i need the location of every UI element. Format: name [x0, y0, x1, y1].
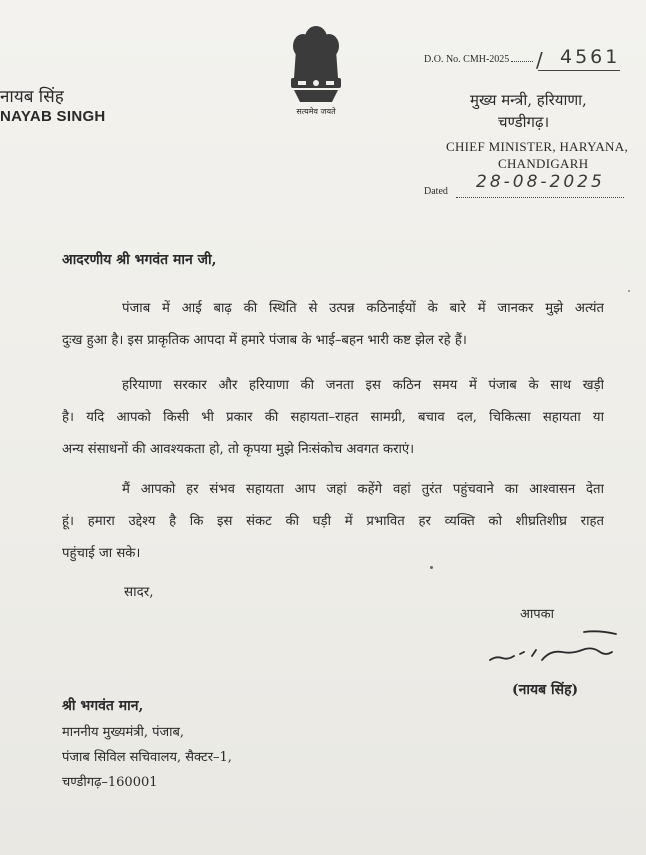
- handwritten-signature-icon: [488, 622, 618, 670]
- sender-name-english: NAYAB SINGH: [0, 108, 106, 125]
- do-number-handwritten: 4561: [560, 46, 621, 68]
- paragraph-line: पंजाब में आई बाढ़ की स्थिति से उत्पन्न कठिनाईयों के बारे में जानकर मुझे अत्यंत: [122, 301, 604, 316]
- paragraph-line: दुःख हुआ है। इस प्राकृतिक आपदा में हमारे पंजाब के भाई–बहन भारी कष्ट झेल रहे हैं।: [62, 333, 467, 348]
- closing-text: सादर,: [124, 584, 154, 600]
- office-city-english: CHANDIGARH: [498, 156, 589, 171]
- sender-name-hindi: नायब सिंह: [0, 87, 64, 107]
- paragraph-line: है। यदि आपको किसी भी प्रकार की सहायता–राहत सामग्री, बचाव दल, चिकित्सा सहायता या: [62, 410, 604, 425]
- paragraph-line: हूं। हमारा उद्देश्य है कि इस संकट की घड़ी में प्रभावित हर व्यक्ति को शीघ्रतिशीघ्र राहत: [62, 514, 604, 529]
- paragraph-1: [62, 293, 604, 357]
- yours-text: आपका: [520, 607, 555, 622]
- paper-speck: [430, 566, 433, 569]
- do-label-text: D.O. No. CMH-2025: [424, 54, 510, 65]
- paragraph-2: [62, 370, 604, 466]
- paragraph-line: पहुंचाई जा सके।: [62, 546, 141, 561]
- paragraph-line: मैं आपको हर संभव सहायता आप जहां कहेंगे वहां तुरंत पहुंचवाने का आश्वासन देता: [122, 482, 604, 497]
- recipient-name: श्री भगवंत मान,: [62, 698, 144, 714]
- dated-handwritten: 28-08-2025: [476, 172, 605, 192]
- do-slash: /: [536, 48, 543, 72]
- do-dotted-line: [511, 61, 533, 62]
- recipient-city: चण्डीगढ़–160001: [62, 775, 158, 790]
- paragraph-3: [62, 474, 604, 570]
- office-title-english: CHIEF MINISTER, HARYANA,: [446, 139, 628, 154]
- office-title-hindi: मुख्य मन्त्री, हरियाणा,: [470, 91, 587, 109]
- office-city-hindi: चण्डीगढ़।: [498, 113, 550, 131]
- do-number-underline: [538, 70, 620, 71]
- paper-speck: [628, 290, 630, 292]
- dated-label: Dated: [424, 186, 448, 197]
- dated-dotted-line: [456, 197, 624, 198]
- salutation: आदरणीय श्री भगवंत मान जी,: [62, 252, 217, 268]
- emblem-motto: सत्यमेव जयते: [296, 107, 336, 116]
- recipient-office: पंजाब सिविल सचिवालय, सैक्टर–1,: [62, 750, 232, 765]
- do-number-label: [424, 54, 535, 65]
- paragraph-line: अन्य संसाधनों की आवश्यकता हो, तो कृपया मुझे निःसंकोच अवगत कराएं।: [62, 442, 415, 457]
- signer-name: (नायब सिंह): [512, 682, 579, 698]
- paragraph-line: हरियाणा सरकार और हरियाणा की जनता इस कठिन समय में पंजाब के साथ खड़ी: [122, 378, 604, 393]
- recipient-designation: माननीय मुख्यमंत्री, पंजाब,: [62, 725, 185, 740]
